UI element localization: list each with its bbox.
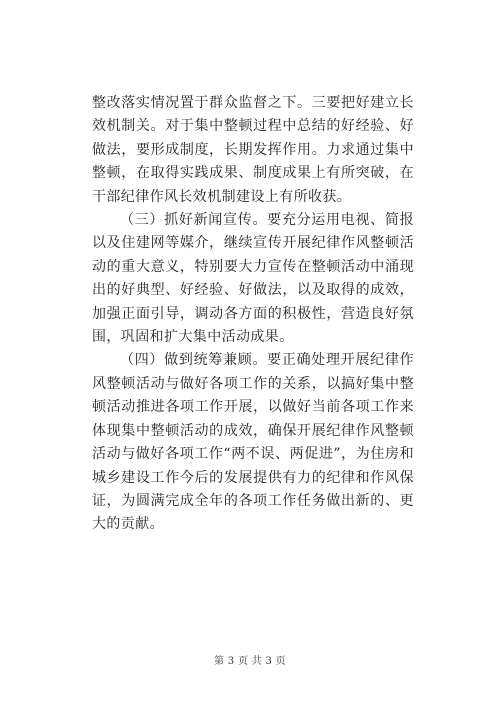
paragraph-news-publicity: （三）抓好新闻宣传。要充分运用电视、简报以及住建网等媒介，继续宣传开展纪律作风整顿活动的重大意义，特别要大力宣传在整顿活动中涌现出的好典型、好经验、好做法，以及取得的成效，加强正面引导，调动各方面的积极性，营造良好氛围，巩固和扩大集中活动成果。 <box>92 212 414 346</box>
paragraph-continuation: 整改落实情况置于群众监督之下。三要把好建立长效机制关。对于集中整顿过程中总结的好经验、好做法，要形成制度，长期发挥作用。力求通过集中整顿，在取得实践成果、制度成果上有所突破，在干部纪律作风长效机制建设上有所收获。 <box>92 95 414 205</box>
paragraph-overall-planning: （四）做到统筹兼顾。要正确处理开展纪律作风整顿活动与做好各项工作的关系，以搞好集中整顿活动推进各项工作开展，以做好当前各项工作来体现集中整顿活动的成效，确保开展纪律作风整顿活动与做好各项工作“两不误、两促进”，为住房和城乡建设工作今后的发展提供有力的纪律和作风保证，为圆满完成全年的各项工作任务做出新的、更大的贡献。 <box>92 352 414 533</box>
document-body <box>92 92 414 537</box>
page-number-footer: 第 3 页 共 3 页 <box>214 656 286 667</box>
